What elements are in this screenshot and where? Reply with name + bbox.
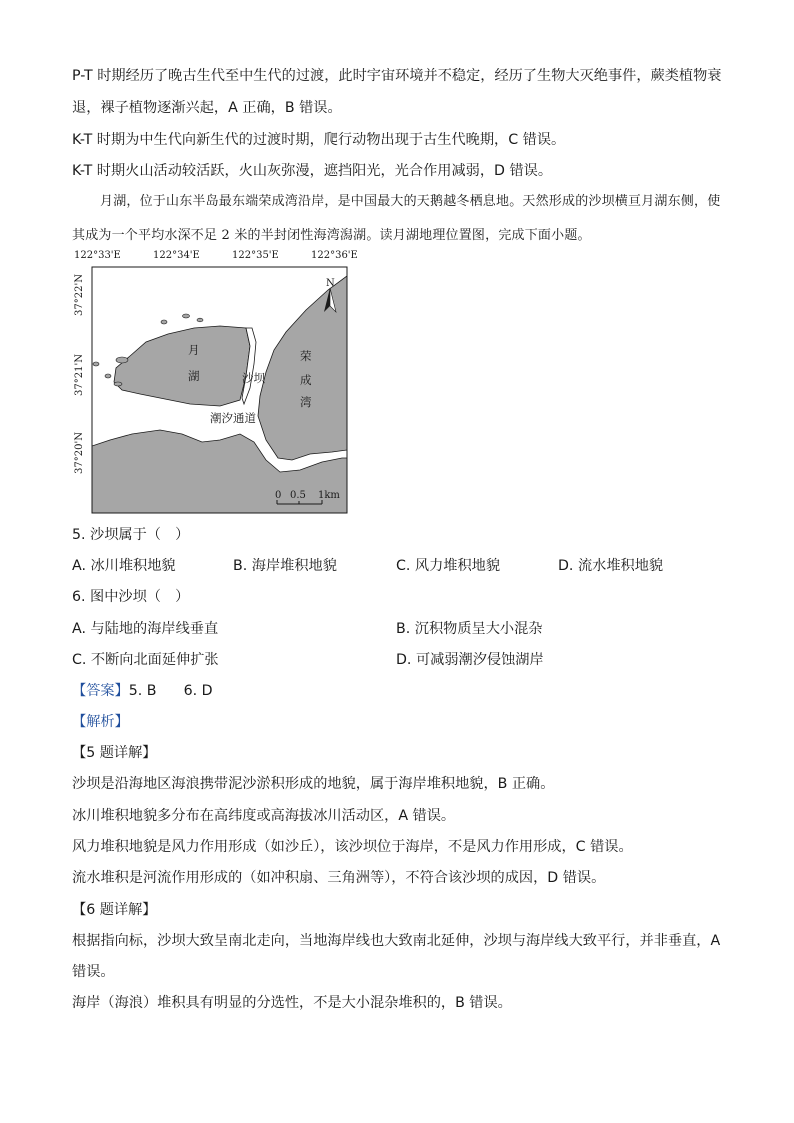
q5-option-c: C. 风力堆积地貌 xyxy=(396,558,501,574)
answer-label: 【答案】 xyxy=(72,683,129,699)
q6-option-d: D. 可减弱潮汐侵蚀湖岸 xyxy=(396,652,544,668)
yuehu-location-map xyxy=(70,246,370,518)
label-rong: 荣 xyxy=(300,349,312,363)
text-line: P-T 时期经历了晚古生代至中生代的过渡，此时宇宙环境并不稳定，经历了生物大灭绝事件，蕨类植物衰 xyxy=(72,68,722,84)
detail-5-line: 冰川堆积地貌多分布在高纬度或高海拔冰川活动区，A 错误。 xyxy=(72,808,456,824)
detail-5-line: 沙坝是沿海地区海浪携带泥沙淤积形成的地貌，属于海岸堆积地貌，B 正确。 xyxy=(72,776,555,792)
q5-option-a: A. 冰川堆积地貌 xyxy=(72,558,176,574)
text-line: K-T 时期为中生代向新生代的过渡时期，爬行动物出现于古生代晚期，C 错误。 xyxy=(72,132,566,148)
label-cheng: 成 xyxy=(300,373,312,387)
answer-line xyxy=(72,681,213,701)
label-tidal-channel: 潮汐通道 xyxy=(210,411,256,425)
svg-text:1km: 1km xyxy=(318,490,340,501)
question-5-stem: 5. 沙坝属于（ ） xyxy=(72,527,190,543)
label-hu: 湖 xyxy=(188,369,200,383)
lat-label: 37°20'N xyxy=(74,432,85,474)
q5-option-d: D. 流水堆积地貌 xyxy=(558,558,664,574)
lon-label: 122°35'E xyxy=(232,250,279,261)
lon-label: 122°34'E xyxy=(153,250,200,261)
detail-5-line: 风力堆积地貌是风力作用形成（如沙丘），该沙坝位于海岸，不是风力作用形成，C 错误。 xyxy=(72,839,633,855)
detail-5-heading: 【5 题详解】 xyxy=(72,745,157,761)
q6-option-a: A. 与陆地的海岸线垂直 xyxy=(72,621,219,637)
svg-text:0: 0 xyxy=(275,490,282,501)
label-wan: 湾 xyxy=(300,395,312,409)
detail-6-line: 根据指向标，沙坝大致呈南北走向，当地海岸线也大致南北延伸，沙坝与海岸线大致平行，并非垂直，A xyxy=(72,933,721,949)
label-yue: 月 xyxy=(188,343,200,357)
lat-label: 37°22'N xyxy=(74,274,85,316)
lon-label: 122°36'E xyxy=(311,250,358,261)
detail-6-line: 海岸（海浪）堆积具有明显的分选性，不是大小混杂堆积的，B 错误。 xyxy=(72,995,512,1011)
svg-text:0.5: 0.5 xyxy=(290,490,306,501)
question-6-stem: 6. 图中沙坝（ ） xyxy=(72,589,190,605)
q6-option-c: C. 不断向北面延伸扩张 xyxy=(72,652,219,668)
lat-label: 37°21'N xyxy=(74,354,85,396)
label-sandbar: 沙坝 xyxy=(242,371,265,385)
detail-5-line: 流水堆积是河流作用形成的（如冲积扇、三角洲等），不符合该沙坝的成因，D 错误。 xyxy=(72,870,606,886)
detail-6-line: 错误。 xyxy=(72,964,115,980)
text-line: 退，裸子植物逐渐兴起，A 正确，B 错误。 xyxy=(72,100,342,116)
answer-text: 5. B 6. D xyxy=(128,683,213,699)
lon-label: 122°33'E xyxy=(74,250,121,261)
intro-passage: 月湖，位于山东半岛最东端荣成湾沿岸，是中国最大的天鹅越冬栖息地。天然形成的沙坝横亘月湖东侧，使其成为一个平均水深不足 2 米的半封闭性海湾潟湖。读月湖地理位置图，完成下面小题。 xyxy=(72,194,721,243)
q6-option-b: B. 沉积物质呈大小混杂 xyxy=(396,621,543,637)
text-line: K-T 时期火山活动较活跃，火山灰弥漫，遮挡阳光，光合作用减弱，D 错误。 xyxy=(72,163,553,179)
svg-text:N: N xyxy=(326,278,335,289)
analysis-heading: 【解析】 xyxy=(72,714,129,730)
q5-option-b: B. 海岸堆积地貌 xyxy=(233,558,337,574)
detail-6-heading: 【6 题详解】 xyxy=(72,902,157,918)
